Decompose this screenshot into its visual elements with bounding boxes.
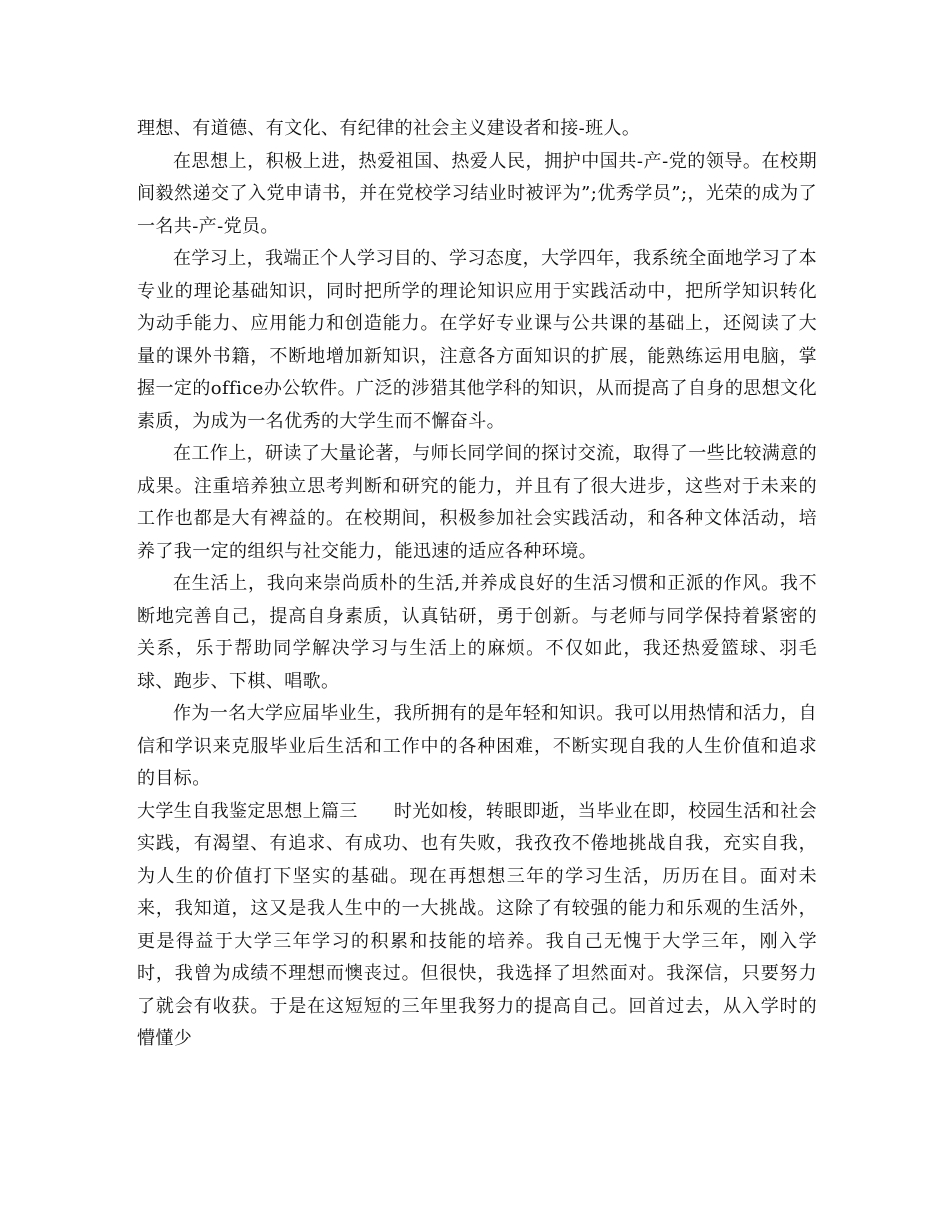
section-text: 时光如梭，转眼即逝，当毕业在即，校园生活和社会实践，有渴望、有追求、有成功、也有失败，我孜孜不倦地挑战自我，充实自我，为人生的价值打下坚实的基础。现在再想想三年的学习生活，历历在目。面对未来，我知道，这又是我人生中的一大挑战。这除了有较强的能力和乐观的生活外，更是得益于大学三年学习的积累和技能的培养。我自己无愧于大学三年，刚入学时，我曾为成绩不理想而懊丧过。但很快，我选择了坦然面对。我深信，只要努力了就会有收获。于是在这短短的三年里我努力的提高自己。回首过去，从入学时的懵懂少 <box>137 800 818 1049</box>
section-title: 大学生自我鉴定思想上篇三 <box>137 800 358 822</box>
document-body <box>137 113 817 1056</box>
paragraph-continuation: 理想、有道德、有文化、有纪律的社会主义建设者和接-班人。 <box>137 118 641 139</box>
paragraph-ideology: 在思想上，积极上进，热爱祖国、热爱人民，拥护中国共-产-党的领导。在校期间毅然递交了入党申请书，并在党校学习结业时被评为”;优秀学员”;，光荣的成为了一名共-产-党员。 <box>137 150 817 237</box>
paragraph-work: 在工作上，研读了大量论著，与师长同学间的探讨交流，取得了一些比较满意的成果。注重培养独立思考判断和研究的能力，并且有了很大进步，这些对于未来的工作也都是大有裨益的。在校期间，积极参加社会实践活动，和各种文体活动，培养了我一定的组织与社交能力，能迅速的适应各种环境。 <box>137 443 817 562</box>
section-paragraph <box>137 796 817 1056</box>
paragraph-study: 在学习上，我端正个人学习目的、学习态度，大学四年，我系统全面地学习了本专业的理论基础知识，同时把所学的理论知识应用于实践活动中，把所学知识转化为动手能力、应用能力和创造能力。在学好专业课与公共课的基础上，还阅读了大量的课外书籍，不断地增加新知识，注意各方面知识的扩展，能熟练运用电脑，掌握一定的office办公软件。广泛的涉猎其他学科的知识，从而提高了自身的思想文化素质，为成为一名优秀的大学生而不懈奋斗。 <box>137 248 817 432</box>
paragraph-graduate: 作为一名大学应届毕业生，我所拥有的是年轻和知识。我可以用热情和活力，自信和学识来克服毕业后生活和工作中的各种困难，不断实现自我的人生价值和追求的目标。 <box>137 703 817 789</box>
paragraph-life: 在生活上，我向来崇尚质朴的生活,并养成良好的生活习惯和正派的作风。我不断地完善自己，提高自身素质，认真钻研，勇于创新。与老师与同学保持着紧密的关系，乐于帮助同学解决学习与生活上的麻烦。不仅如此，我还热爱篮球、羽毛球、跑步、下棋、唱歌。 <box>137 573 817 692</box>
